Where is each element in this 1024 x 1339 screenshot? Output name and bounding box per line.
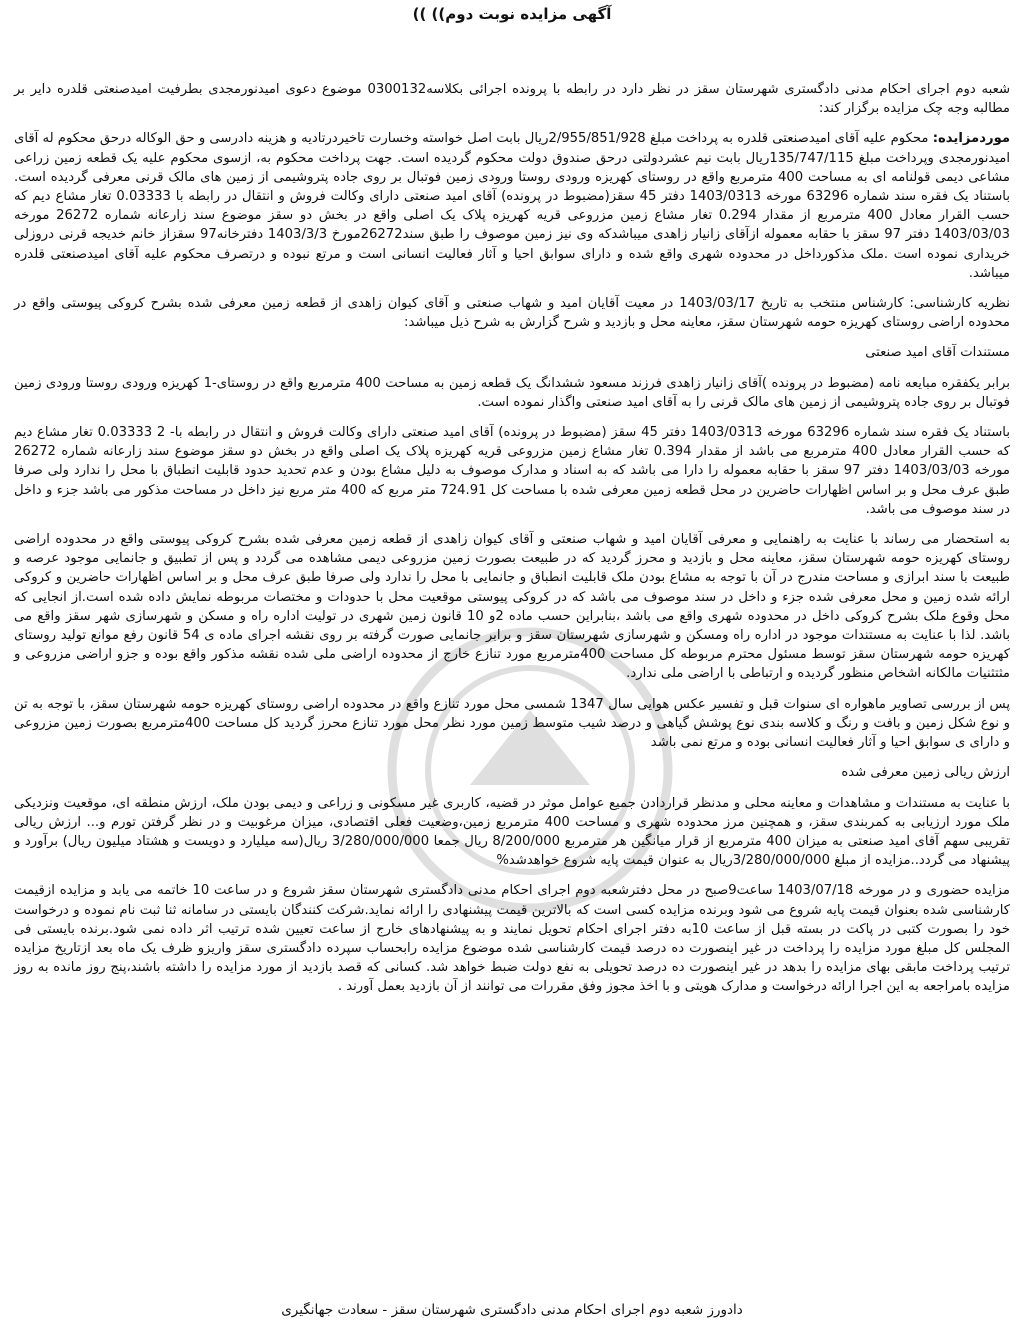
- land-value-paragraph: با عنایت به مستندات و مشاهدات و معاینه محلی و مدنظر قراردادن جمیع عوامل موثر در قضیه، کاربری غیر مسکونی و زراعی و دیمی بودن ملک، ارزش منطقه ای، موقعیت ونزدیکی ملک مورد ارزیابی به کمربندی سقز، و همچنین مرز محدوده شهری و مساحت 400 مترمربع زمین،وضعیت فعلی اقتصادی، میزان مرغوبیت و در نظر گرفتن تورم و... ارزش ریالی تقریبی سهم آقای امید صنعتی به میزان 400 مترمربع از قرار میانگین هر مترمربع 8/200/000 ریال جمعا 3/280/000/000 ریال(سه میلیارد و دویست و هشتاد میلیون ریال) برآورد و پیشنهاد می گردد..مزایده از مبلغ 3/280/000/000ریال به عنوان قیمت پایه شروع خواهدشد%: [14, 795, 1010, 869]
- auction-terms-paragraph: مزایده حضوری و در مورخه 1403/07/18 ساعت9صبح در محل دفترشعبه دوم اجرای احکام مدنی دادگستری شهرستان سقز شروع و در ساعت 10 خاتمه می یابد و مزایده ازقیمت کارشناسی شده بعنوان قیمت پایه شروع می شود وبرنده مزایده کسی است که بالاترین قیمت پیشنهادی را ارائه نماید.شرکت کنندگان بایستی در سامانه ثنا ثبت نام نموده و درخواست خود را بصورت کتبی در پاکت در بسته قبل از ساعت 10به دفتر اجرای احکام تحویل نمایند و به پیشنهادهای خارج از ساعت تعیین شده ترتیب اثر داده نمی شود.برنده بایستی فی المجلس کل مبلغ مورد مزایده را پرداخت در غیر اینصورت ده درصد قیمت کارشناسی شده موضوع مزایده رابحساب سپرده دادگستری سقز واریزو ظرف یک ماه بعد ازتاریخ مزایده ترتیب پرداخت مابقی بهای مزایده را بدهد در غیر اینصورت ده درصد تحویلی به نفع دولت ضبط خواهد شد. کسانی که قصد بازدید از مورد مزایده را داشته باشند،پنج روز مانده به روز مزایده بامراجعه به این اجرا ارائه درخواست و مدارک هویتی و با اخذ مجوز وفق مقررات می توانند از آن بازدید بعمل آورند .: [14, 883, 1010, 995]
- document-item-2: باستناد یک فقره سند شماره 63296 مورخه 1403/0313 دفتر 45 سقز (مضبوط در پرونده) آقای امید صنعتی دارای وکالت فروش و انتقال در رابطه با- 2 0.03333 تغار مشاع دیم که حسب القرار معادل 400 مترمربع می باشد از مقدار 0.394 تغار مشاع زمین مزروعی قریه کهریزه پلاک یک اصلی واقع در بخش دو سقز موضوع سند زارعانه شماره 26272 مورخه 1403/03/03 دفتر 97 سقز با حقابه معموله را دارا می باشد که به اسناد و مدارک موصوف به دلیل مشاع بودن و عدم تحدید حدود قابلیت انطباق با محل را ندارد ولی صرفا طبق عرف محل و بر اساس اظهارات حاضرین در محل قطعه زمین معرفی شده با مساحت کل 724.91 متر مربع که 400 متر مربع نیز داخل در مساحت مذکور می باشد جزء و داخل در سند موصوف می باشد.: [14, 425, 1011, 517]
- documents-heading: مستندات آقای امید صنعتی: [865, 345, 1010, 361]
- auction-subject-paragraph: [14, 129, 1010, 283]
- aerial-review-paragraph: پس از بررسی تصاویر ماهواره ای سنوات قبل و تفسیر عکس هوایی سال 1347 شمسی محل مورد تنازع واقع در محدوده اراضی روستای کهریزه حومه شهرستان سقز، با توجه به تن و نوع شکل زمین و بافت و رنگ و کلاسه بندی نوع پوشش گیاهی و درصد شیب متوسط زمین مورد نظر محل مورد تنازع محرز گردید کل مساحت 400مترمربع بصورت زمین مزروعی و دارای ی سوابق احیا و آثار فعالیت انسانی بوده و مرتع نمی باشد: [14, 696, 1010, 751]
- land-value-heading: ارزش ریالی زمین معرفی شده: [841, 765, 1010, 781]
- auction-subject-label: موردمزایده:: [932, 131, 1010, 147]
- document-item-1: برابر یکفقره مبایعه نامه (مضبوط در پرونده )آقای زانیار زاهدی فرزند مسعود ششدانگ یک قطعه زمین به مساحت 400 مترمربع واقع در روستای-1 کهریزه ورودی روستا ورودی زمین فوتبال بر روی جاده پتروشیمی از زمین های مالک قرنی را به آقای امید صنعتی واگذار نموده است.: [14, 375, 1010, 410]
- intro-paragraph: شعبه دوم اجرای احکام مدنی دادگستری شهرستان سقز در نظر دارد در رابطه با پرونده اجرائی بکلاسه0300132 موضوع دعوی امیدنورمجدی بطرفیت امیدصنعتی قلدره دایر بر مطالبه وجه چک مزایده برگزار کند:: [14, 82, 1010, 117]
- signature-line: دادورز شعبه دوم اجرای احکام مدنی دادگستری شهرستان سقز - سعادت جهانگیری: [281, 1302, 743, 1318]
- expert-opinion-paragraph: نظریه کارشناسی: کارشناس منتخب به تاریخ 1403/03/17 در معیت آقایان امید و شهاب صنعتی و آقای کیوان زاهدی از قطعه زمین معرفی شده بشرح کروکی پیوستی واقع در محدوده اراضی روستای کهریزه حومه شهرستان سقز، معاینه محل و بازدید و شرح گزارش به شرح ذیل میباشد:: [14, 296, 1010, 331]
- notice-title: آگهی مزایده نوبت دوم)) )): [412, 5, 612, 23]
- auction-subject-text: محکوم علیه آقای امیدصنعتی قلدره به پرداخت مبلغ 2/955/851/928ریال بابت اصل خواسته وخسارت تاخیردرتادیه و هزینه دادرسی و حق الوکاله درحق محکوم له آقای امیدنورمجدی وپرداخت مبلغ 135/747/115ریال بابت نیم عشردولتی درحق صندوق دولت محکوم گردیده است. جهت پرداخت محکوم به، ازسوی محکوم علیه یک قطعه زمین زراعی مشاعی دیمی قولنامه ای به مساحت 400 مترمربع واقع در روستای کهریزه ورودی روستا ورودی زمین فوتبال بر روی جاده پتروشیمی از زمین های مالک قرنی معرفی گردیده است. باستناد یک فقره سند شماره 63296 مورخه 1403/0313 دفتر 45 سقز(مضبوط در پرونده) آقای امید صنعتی دارای وکالت فروش و انتقال در رابطه با 0.03333 تغار مشاع دیم که حسب القرار معادل 400 مترمربع از مقدار 0.294 تغار مشاع زمین مزروعی قریه کهریزه پلاک یک اصلی واقع در بخش دو سقز موضوع سند زارعانه شماره 26272 مورخه 1403/03/03 دفتر 97 سقز با حقابه معموله ازآقای زانیار زاهدی میباشدکه وی نیز زمین موصوف را طبق سند26272مورخ 1403/3/3 دفترخانه97 سقزاز خانم خدیجه قرنی دروزلی خریداری نموده است .ملک مذکورداخل در محدوده شهری واقع شده و دارای سوابق احیا و آثار فعالیت انسانی است و مرتع نبوده و درتصرف محکوم علیه آقای امیدصنعتی قلدره میباشد.: [14, 131, 1010, 281]
- findings-paragraph: به استحضار می رساند با عنایت به راهنمایی و معرفی آقایان امید و شهاب صنعتی و آقای کیوان زاهدی از قطعه زمین معرفی شده بشرح کروکی پیوستی واقع در محدوده اراضی روستای کهریزه حومه شهرستان سقز، معاینه محل و بازدید و محرز گردید که در طبیعت بصورت زمین مزروعی دیمی مشاهده می گردد و پس از تطبیق و جانمایی موجود عرصه و طبیعت با سند ابرازی و مساحت مندرج در آن با توجه به مشاع بودن ملک قابلیت انطباق و جانمایی با محل را ندارد ولی صرفا طبق عرف محل و بر اساس اظهارات حاضرین و کروکی ارائه شده زمین و محل معرفی شده جزء و داخل در سند موصوف می باشد که در کروکی پیوستی موقعیت محل با حدودات و مختصات مربوطه نمایش داده شده است.از انجایی که محل وقوع ملک بشرح کروکی داخل در محدوده شهری واقع می باشد ،بنابراین حسب ماده 2و 10 قانون زمین شهری در تولیت اداره راه و مسکن و شهرسازی شهر سقز واقع می باشد. لذا با عنایت به مستندات موجود در اداره راه ومسکن و شهرسازی شهرستان سقز و برابر جانمایی صورت گرفته بر روی نقشه اجرای ماده ی 54 قانون رفع موانع تولید روستای کهریزه حومه شهرستان سقز توسط مسئول محترم مربوطه کل مساحت 400مترمربع مورد تنازع خارج از محدوده اراضی ملی شده نقشه مذکور واقع بوده و جزو اراضی مزروعی و مثتثنیات مالکانه اشخاص منظور گردیده و ارتباطی با اراضی ملی ندارد.: [14, 532, 1010, 682]
